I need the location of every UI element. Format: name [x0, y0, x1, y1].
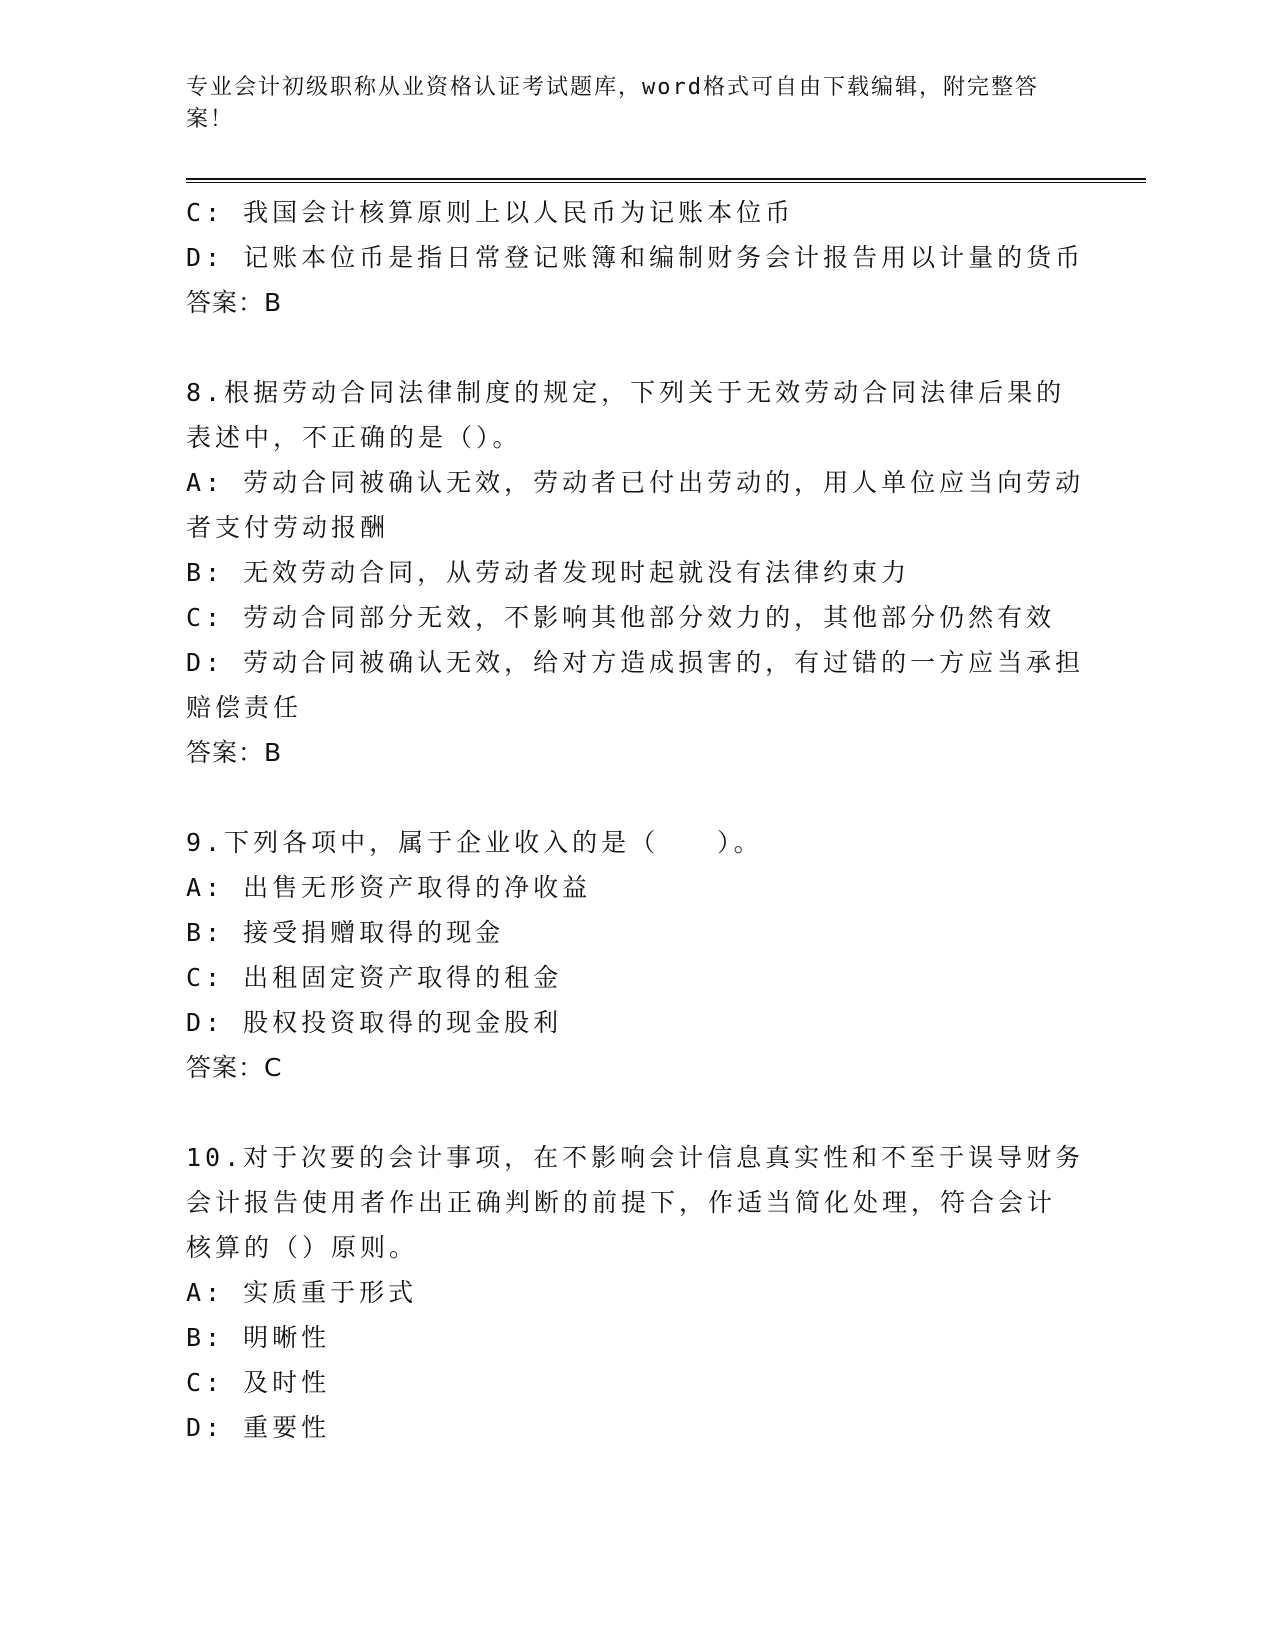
- spacer: [186, 325, 1086, 370]
- option-c: C: 及时性: [186, 1368, 331, 1397]
- header-divider-thin: [186, 182, 1146, 183]
- option-c: C: 出租固定资产取得的租金: [186, 963, 563, 992]
- option-b: B: 明晰性: [186, 1323, 331, 1352]
- answer-label: 答案：B: [186, 738, 283, 767]
- question-10: [186, 1135, 1086, 1450]
- option-c: C: 劳动合同部分无效，不影响其他部分效力的，其他部分仍然有效: [186, 603, 1056, 632]
- question-stem: 9.下列各项中，属于企业收入的是（ ）。: [186, 828, 763, 857]
- question-stem-cont: 核算的（）原则。: [186, 1233, 419, 1262]
- question-stem-cont: 会计报告使用者作出正确判断的前提下，作适当简化处理，符合会计: [186, 1188, 1057, 1217]
- option-d: D: 重要性: [186, 1413, 331, 1442]
- spacer: [186, 1090, 1086, 1135]
- question-stem: 10.对于次要的会计事项，在不影响会计信息真实性和不至于误导财务: [186, 1143, 1085, 1172]
- option-a-cont: 者支付劳动报酬: [186, 513, 390, 542]
- option-d: D: 股权投资取得的现金股利: [186, 1008, 563, 1037]
- option-a: A: 劳动合同被确认无效，劳动者已付出劳动的，用人单位应当向劳动: [186, 468, 1085, 497]
- option-c: C: 我国会计核算原则上以人民币为记账本位币: [186, 198, 795, 227]
- document-header: 专业会计初级职称从业资格认证考试题库，word格式可自由下载编辑，附完整答案！: [186, 75, 1039, 132]
- option-d: D: 记账本位币是指日常登记账簿和编制财务会计报告用以计量的货币: [186, 243, 1085, 272]
- question-stem: 8.根据劳动合同法律制度的规定，下列关于无效劳动合同法律后果的: [186, 378, 1066, 407]
- header-divider: [186, 178, 1146, 180]
- question-7-tail: [186, 190, 1086, 325]
- option-d-cont: 赔偿责任: [186, 693, 303, 722]
- option-b: B: 接受捐赠取得的现金: [186, 918, 505, 947]
- spacer: [186, 775, 1086, 820]
- answer-label: 答案：B: [186, 288, 283, 317]
- question-stem-cont: 表述中，不正确的是（）。: [186, 423, 522, 452]
- option-a: A: 实质重于形式: [186, 1278, 418, 1307]
- option-a: A: 出售无形资产取得的净收益: [186, 873, 592, 902]
- question-list: [186, 190, 1086, 1450]
- option-b: B: 无效劳动合同，从劳动者发现时起就没有法律约束力: [186, 558, 911, 587]
- question-9: [186, 820, 1086, 1090]
- answer-label: 答案：C: [186, 1053, 283, 1082]
- option-d: D: 劳动合同被确认无效，给对方造成损害的，有过错的一方应当承担: [186, 648, 1085, 677]
- question-8: [186, 370, 1086, 775]
